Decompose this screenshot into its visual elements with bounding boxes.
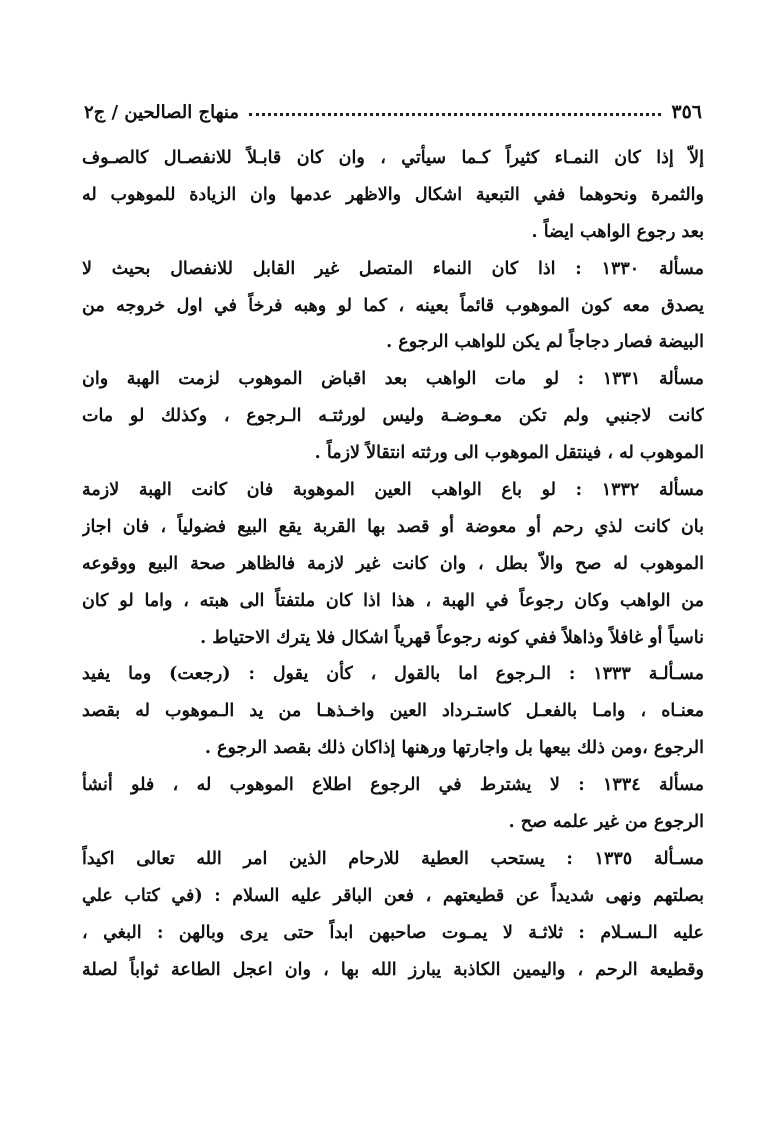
text-line: الموهوب له صح والاّ بطل ، وان كانت غير لازمة فالظاهر صحة البيع ووقوعه — [82, 553, 704, 574]
text-line: يصدق معه كون الموهوب قائماً بعينه ، كما لو وهبه فرخاً في اول خروجه من — [82, 295, 704, 316]
text-line: من الواهب وكان رجوعاً في الهبة ، هذا اذا كان ملتفتاً الى هبته ، واما لو كان — [82, 590, 704, 611]
text-line: بان كانت لذي رحم أو معوضة أو قصد بها القربة يقع البيع فضولياً ، فان اجاز — [82, 516, 704, 537]
issue-1335-line: مسـألة ١٣٣٥ : يستحب العطية للارحام الذين امر الله تعالى اكيداً — [82, 848, 704, 869]
text-line: وقطيعة الرحم ، واليمين الكاذبة يبارز الله بها ، وان اعجل الطاعة ثواباً لصلة — [82, 959, 704, 980]
text-line: الموهوب له ، فينتقل الموهوب الى ورثته انتقالاً لازماً . — [314, 443, 704, 464]
page-number: ٣٥٦ — [671, 101, 702, 123]
issue-1332-line: مسألة ١٣٣٢ : لو باع الواهب العين الموهوبة فان كانت الهبة لازمة — [82, 480, 704, 501]
text-line: كانت لاجنبي ولم تكن معـوضـة وليس لورثتـه الـرجوع ، وكذلك لو مات — [82, 406, 704, 427]
text-line: معنـاه ، وامـا بالفعـل كاستـرداد العين واخـذهـا من يد الـموهوب له بقصد — [82, 701, 704, 722]
text-line: بعد رجوع الواهب ايضاً . — [531, 221, 704, 242]
issue-1330-line: مسألة ١٣٣٠ : اذا كان النماء المتصل غير القابل للانفصال بحيث لا — [82, 258, 704, 279]
text-line: بصلتهم ونهى شديداً عن قطيعتهم ، فعن الباقر عليه السلام : (في كتاب علي — [82, 885, 704, 906]
body-text — [82, 140, 704, 988]
text-line: الرجوع ،ومن ذلك بيعها بل واجارتها ورهنها إذاكان ذلك بقصد الرجوع . — [204, 738, 704, 759]
text-line: ناسياً أو غافلاً وذاهلاً ففي كونه رجوعاً قهرياً اشكال فلا يترك الاحتياط . — [200, 627, 704, 648]
running-title: منهاج الصالحين / ج٢ — [84, 101, 239, 123]
issue-1334-line: مسألة ١٣٣٤ : لا يشترط في الرجوع اطلاع الموهوب له ، فلو أنشأ — [82, 775, 704, 796]
text-line: إلاّ إذا كان النمـاء كثيراً كـما سيأتي ، وان كان قابـلاً للانفصـال كالصـوف — [82, 148, 704, 168]
text-line: الرجوع من غير علمه صح . — [508, 812, 704, 833]
text-line: والثمرة ونحوهما ففي التبعية اشكال والاظهر عدمها وان الزيادة للموهوب له — [82, 184, 704, 205]
text-line: البيضة فصار دجاجاً لم يكن للواهب الرجوع . — [386, 332, 704, 353]
header-dot-leader — [249, 103, 661, 116]
issue-1333-line: مسـألـة ١٣٣٣ : الـرجوع اما بالقول ، كأن يقول : (رجعت) وما يفيد — [82, 664, 704, 685]
issue-1331-line: مسألة ١٣٣١ : لو مات الواهب بعد اقباض الموهوب لزمت الهبة وان — [82, 369, 704, 390]
page-header — [84, 96, 702, 128]
text-line: عليه الـسـلام : ثلاثـة لا يمـوت صاحبهن ابداً حتى يرى وبالهن : البغي ، — [82, 922, 704, 943]
